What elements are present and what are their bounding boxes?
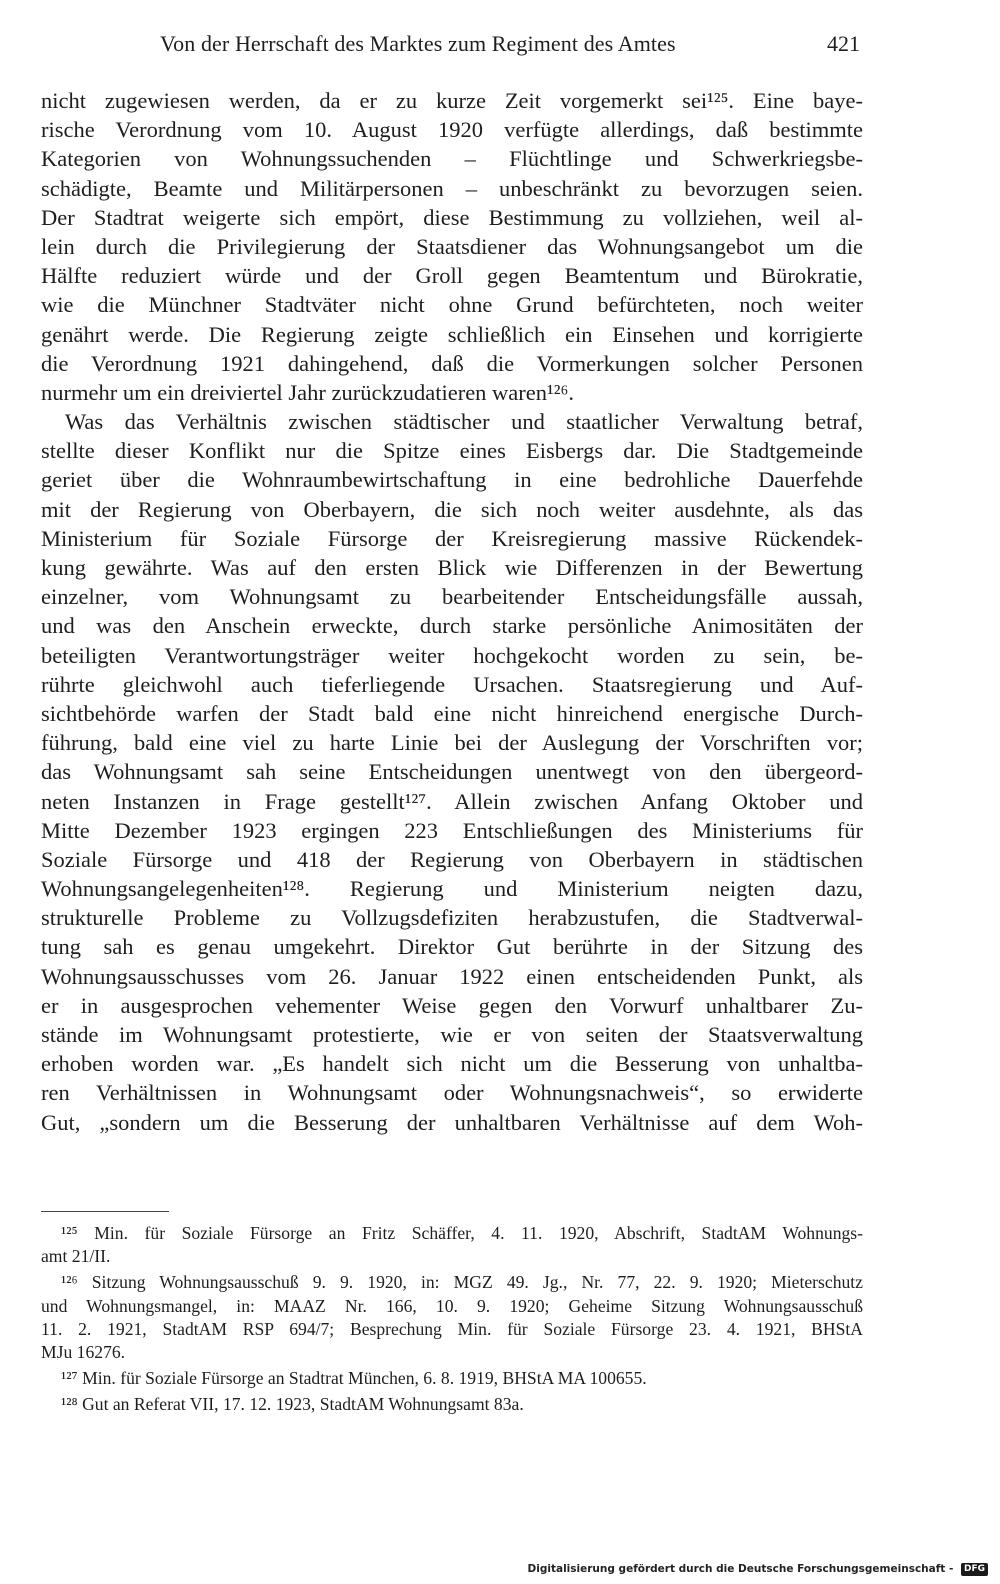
digitization-credit [528,1560,988,1578]
footnote-line: MJu 16276. [41,1341,126,1362]
body-line: geriet über die Wohnraumbewirtschaftung in eine bedrohliche Dauerfehde [41,467,863,493]
body-line: führung, bald eine viel zu harte Linie bei der Auslegung der Vorschriften vor; [41,730,863,756]
footnotes [41,1222,863,1417]
body-line: Wohnungsangelegenheiten¹²⁸. Regierung und Ministerium neigten dazu, [41,876,863,902]
footnote-line: ¹²⁸ Gut an Referat VII, 17. 12. 1923, StadtAM Wohnungsamt 83a. [61,1394,524,1415]
body-line: kung gewährte. Was auf den ersten Blick wie Differenzen in der Bewertung [41,555,863,580]
credit-text: Digitalisierung gefördert durch die Deutsche Forschungsgemeinschaft - [527,1563,954,1575]
body-text [41,86,863,1137]
body-line: Mitte Dezember 1923 ergingen 223 Entschließungen des Ministeriums für [41,817,863,843]
body-line: mit der Regierung von Oberbayern, die sich noch weiter ausdehnte, als das [41,496,863,522]
body-line: neten Instanzen in Frage gestellt¹²⁷. Allein zwischen Anfang Oktober und [41,788,863,814]
footnote-line: 11. 2. 1921, StadtAM RSP 694/7; Besprechung Min. für Soziale Fürsorge 23. 4. 1921, BHStA [41,1318,863,1339]
footnote-line: ¹²⁷ Min. für Soziale Fürsorge an Stadtrat München, 6. 8. 1919, BHStA MA 100655. [61,1368,647,1389]
body-line: Wohnungsausschusses vom 26. Januar 1922 einen entscheidenden Punkt, als [41,963,863,989]
footnote-line: ¹²⁵ Min. für Soziale Fürsorge an Fritz Schäffer, 4. 11. 1920, Abschrift, StadtAM Wohnungs- [61,1223,863,1243]
body-line: beteiligten Verantwortungsträger weiter hochgekocht worden zu sein, be- [41,642,863,668]
body-line: das Wohnungsamt sah seine Entscheidungen unentwegt von den übergeord- [41,759,863,785]
footnote-rule [41,1211,169,1212]
body-line: einzelner, vom Wohnungsamt zu bearbeitender Entscheidungsfälle aussah, [41,584,863,610]
body-line: die Verordnung 1921 dahingehend, daß die Vormerkungen solcher Personen [41,350,863,376]
body-line: und was den Anschein erweckte, durch starke persönliche Animositäten der [41,613,863,639]
body-line: Soziale Fürsorge und 418 der Regierung von Oberbayern in städtischen [41,846,863,872]
dfg-logo: DFG [961,1563,988,1576]
body-line: wie die Münchner Stadtväter nicht ohne Grund befürchteten, noch weiter [41,292,863,318]
body-line: strukturelle Probleme zu Vollzugsdefiziten herabzustufen, die Stadtverwal- [41,905,863,931]
body-line: er in ausgesprochen vehementer Weise gegen den Vorwurf unhaltbarer Zu- [41,992,863,1018]
body-line: stellte dieser Konflikt nur die Spitze eines Eisbergs dar. Die Stadtgemeinde [41,438,863,464]
footnote-line: und Wohnungsmangel, in: MAAZ Nr. 166, 10. 9. 1920; Geheime Sitzung Wohnungsausschuß [41,1295,863,1316]
running-title: Von der Herrschaft des Marktes zum Regiment des Amtes [160,31,676,56]
body-line: stände im Wohnungsamt protestierte, wie er von seiten der Staatsverwaltung [41,1022,863,1047]
body-line: Hälfte reduziert würde und der Groll gegen Beamtentum und Bürokratie, [41,263,863,289]
body-line: genährt werde. Die Regierung zeigte schließlich ein Einsehen und korrigierte [41,321,863,347]
running-head [160,26,860,62]
body-line: nicht zugewiesen werden, da er zu kurze Zeit vorgemerkt sei¹²⁵. Eine baye- [41,88,863,113]
page-number: 421 [827,31,860,56]
body-line: Ministerium für Soziale Fürsorge der Kreisregierung massive Rückendek- [41,525,863,551]
body-line: Der Stadtrat weigerte sich empört, diese Bestimmung zu vollziehen, weil al- [41,204,863,230]
body-line: Gut, „sondern um die Besserung der unhaltbaren Verhältnisse auf dem Woh- [41,1109,863,1135]
body-line: ren Verhältnissen in Wohnungsamt oder Wohnungsnachweis“, so erwiderte [41,1080,863,1106]
footnote-line: amt 21/II. [41,1246,111,1267]
body-line: erhoben worden war. „Es handelt sich nicht um die Besserung von unhaltba- [41,1051,863,1077]
body-line: Was das Verhältnis zwischen städtischer und staatlicher Verwaltung betraf, [65,409,863,435]
body-line: tung sah es genau umgekehrt. Direktor Gut berührte in der Sitzung des [41,934,863,960]
body-line: sichtbehörde warfen der Stadt bald eine nicht hinreichend energische Durch- [41,700,863,726]
body-line: Kategorien von Wohnungssuchenden – Flüchtlinge und Schwerkriegsbe- [41,146,863,172]
body-line: rührte gleichwohl auch tieferliegende Ursachen. Staatsregierung und Auf- [41,671,863,697]
footnote-line: ¹²⁶ Sitzung Wohnungsausschuß 9. 9. 1920, in: MGZ 49. Jg., Nr. 77, 22. 9. 1920; Mieterschutz [61,1272,863,1293]
body-line: lein durch die Privilegierung der Staatsdiener das Wohnungsangebot um die [41,233,863,259]
body-line: rische Verordnung vom 10. August 1920 verfügte allerdings, daß bestimmte [41,117,863,143]
body-line: nurmehr um ein dreiviertel Jahr zurückzudatieren waren¹²⁶. [41,379,574,405]
body-line: schädigte, Beamte und Militärpersonen – unbeschränkt zu bevorzugen seien. [41,175,863,201]
